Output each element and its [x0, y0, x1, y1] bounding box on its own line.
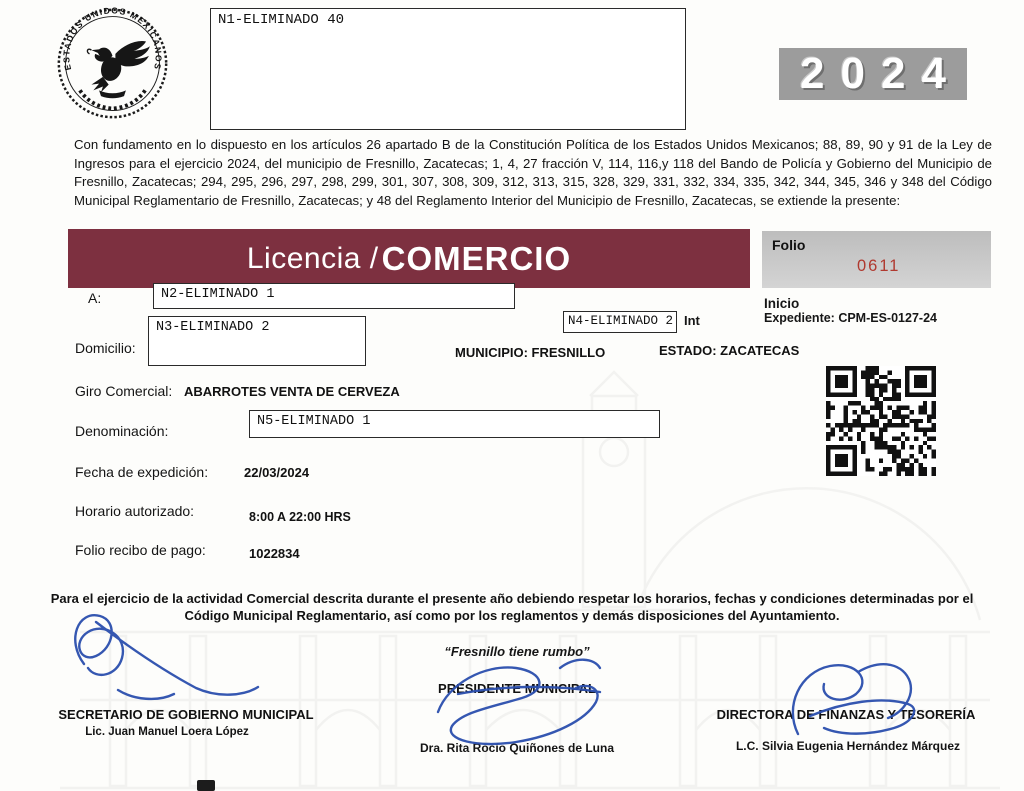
redaction-box-n3	[148, 316, 366, 366]
year-badge: 2024	[779, 48, 967, 100]
conditions-paragraph: Para el ejercicio de la actividad Comercial descrita durante el presente año debiendo respetar los horarios, fechas y condiciones determinadas por el Código Municipal Reglamentario, así como por los reglamentos y demás disposiciones del Ayuntamiento.	[50, 591, 974, 623]
horario-value: 8:00 A 22:00 HRS	[249, 510, 351, 524]
redaction-text-n2: N2-ELIMINADO 1	[161, 287, 275, 302]
folio-value: 0611	[857, 257, 901, 275]
addressee-label: A:	[88, 290, 102, 306]
redaction-box-n1	[210, 8, 686, 130]
city-slogan: “Fresnillo tiene rumbo”	[444, 644, 590, 659]
folio-label: Folio	[772, 237, 806, 253]
redaction-box-n2	[153, 283, 515, 309]
national-emblem-seal	[55, 6, 170, 121]
redaction-text-n3: N3-ELIMINADO 2	[156, 320, 270, 335]
inicio-label: Inicio	[764, 296, 800, 311]
secretario-name: Lic. Juan Manuel Loera López	[85, 726, 249, 738]
redaction-text-n4: N4-ELIMINADO 2	[568, 314, 674, 328]
presidente-title: PRESIDENTE MUNICIPAL	[438, 681, 596, 696]
giro-comercial-value: ABARROTES VENTA DE CERVEZA	[184, 384, 400, 399]
emblem-ring-text: ESTADOS UNIDOS MEXICANOS	[61, 6, 164, 72]
scan-artifact	[197, 780, 215, 791]
folio-box	[762, 231, 991, 288]
giro-comercial-label: Giro Comercial:	[75, 383, 173, 399]
legal-foundation-paragraph: Con fundamento en lo dispuesto en los artículos 26 apartado B de la Constitución Política de los Estados Unidos Mexicanos; 88, 89, 90 y 91 de la Ley de Ingresos para el ejercicio 2024, del municipio de Fresnillo, Zacatecas; 1, 4, 27 fracción V, 114, 116,y 118 del Bando de Policía y Gobierno del Municipio de Fresnillo, Zacatecas; 294, 295, 296, 297, 298, 299, 301, 307, 308, 309, 312, 313, 315, 328, 329, 331, 332, 334, 335, 342, 344, 345, 346 y 348 del Código Municipal Reglamentario de Fresnillo, Zacatecas; y 48 del Reglamento Interior del Municipio de Fresnillo, Zacatecas, se extiende la presente:	[74, 137, 992, 208]
redaction-box-n4	[563, 311, 677, 333]
fecha-expedicion-label: Fecha de expedición:	[75, 464, 209, 480]
directora-title: DIRECTORA DE FINANZAS Y TESORERÍA	[716, 707, 976, 722]
estado-value: ESTADO: ZACATECAS	[659, 343, 800, 358]
folio-recibo-pago-label: Folio recibo de pago:	[75, 542, 206, 558]
folio-recibo-pago-value: 1022834	[249, 546, 300, 561]
expediente-value: Expediente: CPM-ES-0127-24	[764, 311, 937, 325]
redaction-text-n5: N5-ELIMINADO 1	[257, 414, 371, 429]
redaction-box-n5	[249, 410, 660, 438]
redaction-text-n1: N1-ELIMINADO 40	[218, 12, 345, 28]
mexico-eagle-seal-icon	[55, 6, 170, 121]
fecha-expedicion-value: 22/03/2024	[244, 465, 310, 480]
municipio-value: MUNICIPIO: FRESNILLO	[455, 345, 606, 360]
interior-suffix: Int	[684, 313, 700, 328]
domicilio-label: Domicilio:	[75, 340, 136, 356]
qr-code	[826, 366, 936, 476]
banner-word-licencia: Licencia /	[246, 241, 379, 275]
snake-icon	[87, 49, 91, 54]
horario-label: Horario autorizado:	[75, 503, 195, 519]
eagle-icon	[91, 41, 149, 98]
secretario-title: SECRETARIO DE GOBIERNO MUNICIPAL	[58, 707, 314, 722]
banner-word-comercio: COMERCIO	[381, 239, 572, 277]
license-title-banner	[68, 229, 750, 288]
presidente-name: Dra. Rita Rocío Quiñones de Luna	[419, 741, 615, 755]
denominacion-label: Denominación:	[75, 423, 169, 439]
directora-name: L.C. Silvia Eugenia Hernández Márquez	[735, 739, 961, 753]
